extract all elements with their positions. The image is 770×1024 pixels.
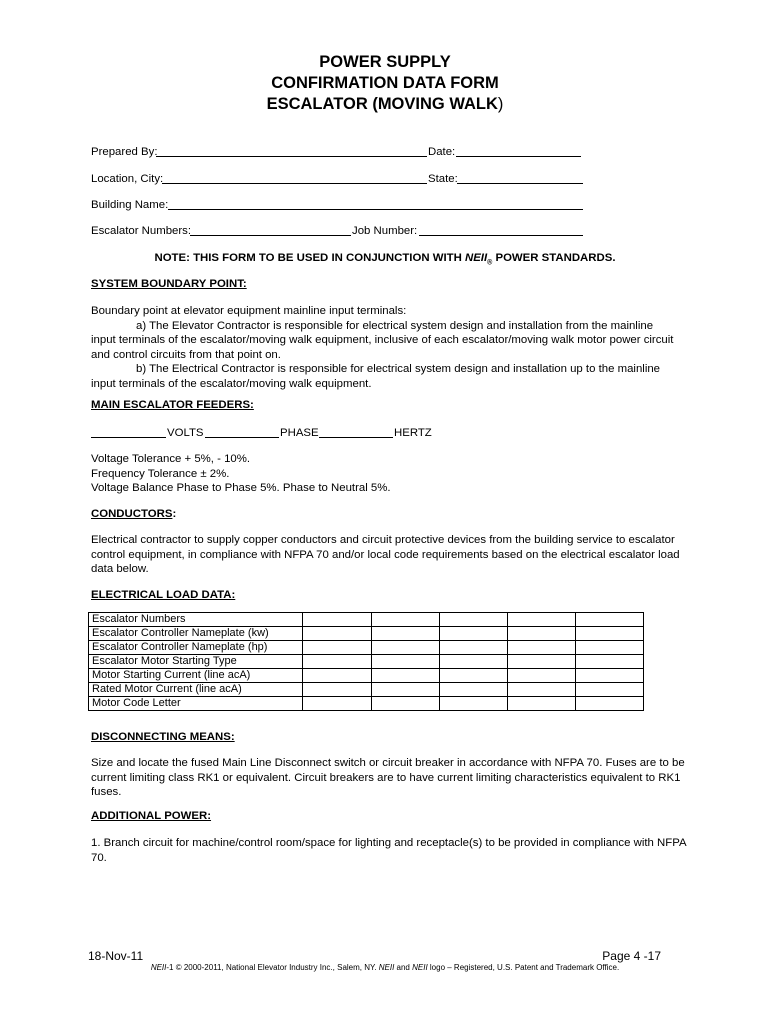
disconnecting-text: Size and locate the fused Main Line Disconnect switch or circuit breaker in accordance with NFPA 70. Fuses are to be current limiting class RK1 or equivalent. Circuit breakers are to have current limiting characteristics equivalent to RK1 fuses. <box>91 757 685 798</box>
load-table-row <box>89 627 644 641</box>
hertz-label: HERTZ <box>394 427 432 439</box>
load-value-cell[interactable] <box>303 627 372 641</box>
electrical-load-table <box>88 612 644 711</box>
load-value-cell[interactable] <box>576 641 644 655</box>
load-table-row <box>89 655 644 669</box>
load-value-cell[interactable] <box>440 613 508 627</box>
system-boundary-text <box>91 304 681 391</box>
load-value-cell[interactable] <box>372 613 440 627</box>
copyright-brand-3: NEII <box>412 963 428 972</box>
phase-label: PHASE <box>280 427 319 439</box>
escalator-numbers-field[interactable] <box>190 235 351 236</box>
volts-label: VOLTS <box>167 427 204 439</box>
hertz-field[interactable] <box>319 437 393 438</box>
load-table-row <box>89 683 644 697</box>
load-value-cell[interactable] <box>576 613 644 627</box>
load-value-cell[interactable] <box>508 613 576 627</box>
date-label: Date: <box>428 146 456 158</box>
copyright-brand-2: NEII <box>378 963 395 972</box>
load-table-row <box>89 697 644 711</box>
electrical-load-heading: ELECTRICAL LOAD DATA: <box>91 589 236 601</box>
system-boundary-item-a-rest: input terminals of the escalator/moving walk equipment, inclusive of each escalator/moving walk motor power circuit and control circuits from that point on. <box>91 334 674 361</box>
load-value-cell[interactable] <box>508 669 576 683</box>
form-title-line-2: CONFIRMATION DATA FORM <box>271 74 499 92</box>
load-value-cell[interactable] <box>440 641 508 655</box>
form-title-line-3-paren: ) <box>497 95 504 113</box>
load-value-cell[interactable] <box>440 655 508 669</box>
load-row-label: Escalator Motor Starting Type <box>89 655 303 669</box>
footer-date: 18-Nov-11 <box>88 949 144 963</box>
main-feeders-heading: MAIN ESCALATOR FEEDERS: <box>91 399 254 411</box>
load-table-row <box>89 613 644 627</box>
load-value-cell[interactable] <box>508 641 576 655</box>
escalator-numbers-label: Escalator Numbers: <box>91 225 192 237</box>
form-title-line-3-text: ESCALATOR (MOVING WALK <box>266 95 498 113</box>
form-title-line-1: POWER SUPPLY <box>319 53 451 71</box>
load-row-label: Motor Code Letter <box>89 697 303 711</box>
job-number-field[interactable] <box>419 235 583 236</box>
load-row-label: Rated Motor Current (line acA) <box>89 683 303 697</box>
load-value-cell[interactable] <box>440 683 508 697</box>
prepared-by-field[interactable] <box>156 156 427 157</box>
usage-note-brand: NEII <box>464 252 488 264</box>
load-table-row <box>89 641 644 655</box>
load-value-cell[interactable] <box>303 655 372 669</box>
load-value-cell[interactable] <box>372 641 440 655</box>
load-value-cell[interactable] <box>508 683 576 697</box>
location-city-field[interactable] <box>162 183 427 184</box>
load-value-cell[interactable] <box>303 613 372 627</box>
disconnecting-heading: DISCONNECTING MEANS: <box>91 731 235 743</box>
voltage-tolerance: Voltage Tolerance + 5%, - 10%. <box>91 453 251 465</box>
load-value-cell[interactable] <box>440 697 508 711</box>
load-value-cell[interactable] <box>576 669 644 683</box>
building-name-label: Building Name: <box>91 199 169 211</box>
copyright-brand-1: NEII <box>150 963 167 972</box>
phase-field[interactable] <box>205 437 279 438</box>
conductors-heading <box>91 507 176 521</box>
load-row-label: Escalator Controller Nameplate (kw) <box>89 627 303 641</box>
additional-power-heading: ADDITIONAL POWER: <box>91 810 212 822</box>
load-value-cell[interactable] <box>576 655 644 669</box>
load-value-cell[interactable] <box>440 669 508 683</box>
load-table-row <box>89 669 644 683</box>
date-field[interactable] <box>456 156 581 157</box>
usage-note-suffix: POWER STANDARDS. <box>492 252 616 264</box>
prepared-by-label: Prepared By: <box>91 146 158 158</box>
load-row-label: Escalator Controller Nameplate (hp) <box>89 641 303 655</box>
system-boundary-item-b-first: b) The Electrical Contractor is responsible for electrical system design and installation up to the mainline <box>136 363 661 375</box>
system-boundary-heading: SYSTEM BOUNDARY POINT: <box>91 278 247 290</box>
usage-note <box>0 251 770 270</box>
load-row-label: Motor Starting Current (line acA) <box>89 669 303 683</box>
voltage-balance: Voltage Balance Phase to Phase 5%. Phase to Neutral 5%. <box>91 482 391 494</box>
system-boundary-intro: Boundary point at elevator equipment mainline input terminals: <box>91 305 407 317</box>
job-number-label: Job Number: <box>352 225 418 237</box>
load-value-cell[interactable] <box>303 641 372 655</box>
system-boundary-item-a-first: a) The Elevator Contractor is responsible for electrical system design and installation from the mainline <box>136 319 654 332</box>
load-value-cell[interactable] <box>508 697 576 711</box>
tolerance-block <box>91 452 391 496</box>
system-boundary-item-b-rest: input terminals of the escalator/moving walk equipment. <box>91 377 372 390</box>
frequency-tolerance: Frequency Tolerance ± 2%. <box>91 467 230 480</box>
copyright-end: logo – Registered, U.S. Patent and Trademark Office. <box>427 963 620 972</box>
form-title-line-3 <box>0 94 770 114</box>
load-value-cell[interactable] <box>508 627 576 641</box>
load-value-cell[interactable] <box>440 627 508 641</box>
load-value-cell[interactable] <box>303 697 372 711</box>
state-label: State: <box>428 173 458 185</box>
load-value-cell[interactable] <box>372 627 440 641</box>
load-value-cell[interactable] <box>372 683 440 697</box>
usage-note-prefix: NOTE: THIS FORM TO BE USED IN CONJUNCTION WITH <box>154 252 465 264</box>
copyright-line <box>0 963 770 972</box>
additional-power-text: 1. Branch circuit for machine/control room/space for lighting and receptacle(s) to be provided in compliance with NFPA 70. <box>91 837 686 864</box>
load-value-cell[interactable] <box>576 627 644 641</box>
state-field[interactable] <box>457 183 583 184</box>
copyright-mid: -1 © 2000-2011, National Elevator Industry Inc., Salem, NY. <box>166 963 379 972</box>
load-row-label: Escalator Numbers <box>89 613 303 627</box>
building-name-field[interactable] <box>168 209 583 210</box>
load-value-cell[interactable] <box>576 697 644 711</box>
load-value-cell[interactable] <box>576 683 644 697</box>
load-value-cell[interactable] <box>372 655 440 669</box>
footer-page-number: Page 4 -17 <box>602 949 661 963</box>
conductors-heading-text: CONDUCTORS <box>91 508 173 520</box>
location-city-label: Location, City: <box>91 173 164 185</box>
load-value-cell[interactable] <box>303 683 372 697</box>
conductors-text: Electrical contractor to supply copper conductors and circuit protective devices from the building service to escalator control equipment, in compliance with NFPA 70 and/or local code requirements based on the electrical escalator load data below. <box>91 534 680 575</box>
load-value-cell[interactable] <box>372 697 440 711</box>
load-value-cell[interactable] <box>508 655 576 669</box>
load-value-cell[interactable] <box>372 669 440 683</box>
conductors-heading-colon: : <box>172 508 177 520</box>
registered-mark: ® <box>487 259 493 267</box>
volts-field[interactable] <box>91 437 166 438</box>
copyright-and: and <box>394 963 413 972</box>
load-value-cell[interactable] <box>303 669 372 683</box>
